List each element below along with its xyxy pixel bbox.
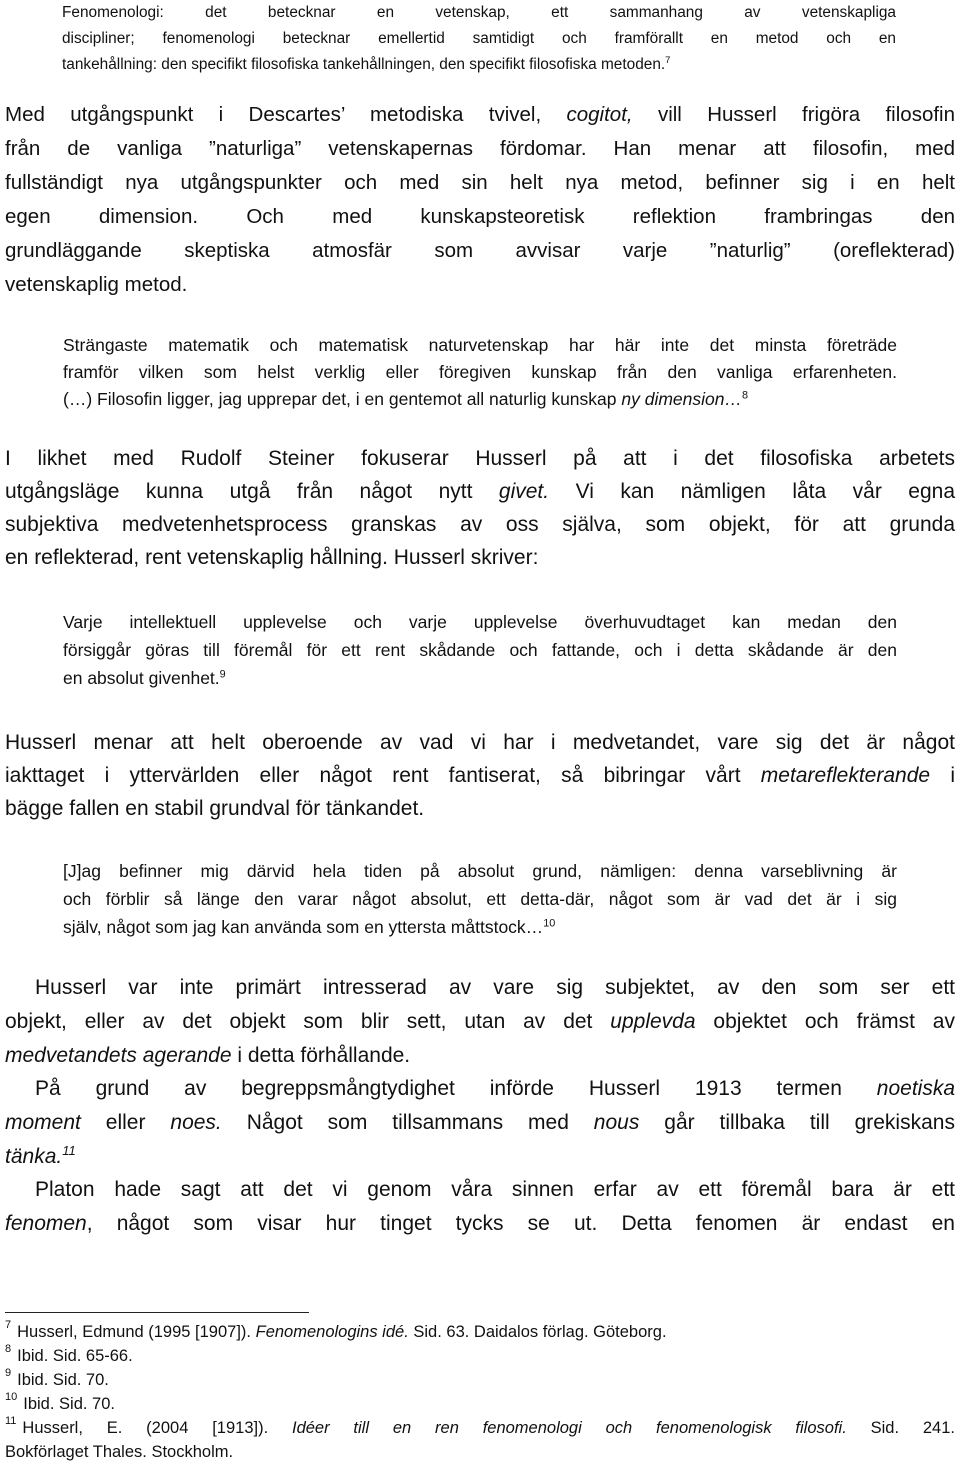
intro-line-3-text: tankehållning: den specifikt filosofiska tankehållningen, den specifikt filosofiska metoden. — [62, 56, 666, 73]
text-span: Husserl, E. (2004 [1913]). — [22, 1419, 269, 1437]
intro-line-1: Fenomenologi: det betecknar en vetenskap, ett sammanhang av vetenskapliga — [62, 4, 896, 21]
emphasis-medvetandets-agerande: medvetandets agerande — [5, 1044, 232, 1067]
text-span: Sid. 241. — [870, 1419, 955, 1437]
quote-1-line-2: framför vilken som helst verklig eller föregiven kunskap från den vanliga erfarenheten. — [63, 362, 897, 382]
text-span: Något som tillsammans med — [246, 1111, 569, 1134]
text-span: en absolut givenhet. — [63, 668, 220, 688]
steiner-line-2 — [5, 475, 955, 508]
quote-3-line-3 — [63, 914, 897, 941]
emphasis-nous: nous — [593, 1111, 640, 1134]
text-span: i — [950, 764, 955, 787]
footnote-9 — [5, 1368, 955, 1392]
quote-2-line-3 — [63, 665, 897, 692]
text-span: Och med kunskapsteoretisk reflektion frambringas den — [246, 205, 955, 228]
footnote-separator — [5, 1312, 309, 1313]
noetic-line-2 — [5, 1106, 955, 1139]
text-span: från de vanliga ”naturliga” vetenskapernas fördomar. — [5, 137, 587, 160]
descartes-line-3: fullständigt nya utgångspunkter och med sin helt nya metod, befinner sig i en helt — [5, 171, 955, 194]
meta-line-2 — [5, 759, 955, 792]
text-span: På grund av begreppsmångtydighet införde Husserl 1913 termen — [35, 1077, 842, 1100]
noetic-line-3 — [5, 1140, 955, 1173]
object-line-1: Husserl var inte primärt intresserad av vare sig subjektet, av den som ser ett — [35, 976, 955, 999]
footnote-8 — [5, 1344, 955, 1368]
footnote-11-continued: Bokförlaget Thales. Stockholm. — [5, 1443, 234, 1461]
text-span: går tillbaka till grekiskans — [664, 1111, 955, 1134]
footnote-ref-7: 7 — [665, 55, 671, 67]
emphasis-noetiska: noetiska — [876, 1077, 955, 1100]
descartes-line-1 — [5, 98, 955, 132]
footnote-title: Fenomenologins idé. — [255, 1323, 409, 1341]
platon-line-1: Platon hade sagt att det vi genom våra sinnen erfar av ett föremål bara är ett — [35, 1178, 955, 1201]
emphasis-cogitot: cogitot, — [566, 103, 633, 126]
emphasis-moment: moment — [5, 1111, 81, 1134]
footnote-ref-8: 8 — [742, 389, 749, 402]
text-span: objektet och främst av — [713, 1010, 955, 1033]
quote-1-line-3 — [63, 386, 897, 413]
quote-3-line-2: och förblir så länge den varar något absolut, ett detta-där, något som är vad det är i sig — [63, 889, 897, 909]
platon-line-2 — [5, 1207, 955, 1240]
text-span: Han menar att filosofin, med — [613, 137, 956, 160]
meta-line-3: bägge fallen en stabil grundval för tänkandet. — [5, 797, 425, 820]
descartes-line-2 — [5, 132, 955, 166]
text-span: Vi kan nämligen låta vår egna — [575, 480, 955, 503]
noetic-line-1 — [5, 1072, 955, 1105]
text-span: egen dimension. — [5, 205, 199, 228]
footnote-title: Idéer till en ren fenomenologi och fenomenologisk filosofi. — [292, 1419, 847, 1437]
quote-2-line-1: Varje intellektuell upplevelse och varje upplevelse överhuvudtaget kan medan den — [63, 612, 897, 632]
meta-line-1: Husserl menar att helt oberoende av vad vi har i medvetandet, vare sig det är något — [5, 731, 955, 754]
footnote-11 — [5, 1416, 955, 1440]
quote-1-line-1: Strängaste matematik och matematisk naturvetenskap har här inte det minsta företräde — [63, 335, 897, 355]
footnote-number: 9 — [5, 1367, 12, 1380]
footnote-ref-9: 9 — [219, 668, 226, 681]
text-span: utgångsläge kunna utgå från något nytt — [5, 480, 473, 503]
emphasis-fenomen: fenomen — [5, 1212, 87, 1235]
text-span: Ibid. Sid. 65-66. — [17, 1347, 133, 1365]
intro-line-2: discipliner; fenomenologi betecknar emellertid samtidigt och framförallt en metod och en — [62, 30, 896, 47]
text-span: Ibid. Sid. 70. — [17, 1371, 109, 1389]
emphasis-noes: noes. — [170, 1111, 222, 1134]
text-span: i detta förhållande. — [237, 1044, 411, 1067]
text-span: vill Husserl frigöra filosofin — [657, 103, 955, 126]
footnote-number: 10 — [5, 1391, 18, 1404]
footnote-7 — [5, 1320, 955, 1344]
text-span: Med utgångspunkt i Descartes’ metodiska tvivel, — [5, 103, 542, 126]
emphasis-tanka: tänka. — [5, 1145, 63, 1168]
text-span: Sid. 63. Daidalos förlag. Göteborg. — [413, 1323, 667, 1341]
text-span: , något som visar hur tinget tycks se ut. — [86, 1212, 598, 1235]
emphasis-upplevda: upplevda — [610, 1010, 696, 1033]
steiner-line-1: I likhet med Rudolf Steiner fokuserar Husserl på att i det filosofiska arbetets — [5, 447, 955, 470]
text-span: Ibid. Sid. 70. — [23, 1395, 115, 1413]
quote-2-line-2: försiggår göras till föremål för ett rent skådande och fattande, och i detta skådande är den — [63, 640, 897, 660]
text-span: Husserl, Edmund (1995 [1907]). — [17, 1323, 252, 1341]
footnote-10 — [5, 1392, 955, 1416]
emphasis-givet: givet. — [498, 480, 550, 503]
text-span: Husserl skriver: — [393, 546, 539, 569]
text-span: Detta fenomen är endast en — [621, 1212, 955, 1235]
footnote-number: 7 — [5, 1319, 12, 1332]
intro-line-3 — [62, 52, 896, 78]
quote-3-line-1: [J]ag befinner mig därvid hela tiden på absolut grund, nämligen: denna varseblivning är — [63, 861, 897, 881]
text-span: objekt, eller av det objekt som blir sett, utan av det — [5, 1010, 593, 1033]
steiner-line-3: subjektiva medvetenhetsprocess granskas av oss själva, som objekt, för att grunda — [5, 513, 955, 536]
descartes-line-6: vetenskaplig metod. — [5, 273, 188, 296]
text-span: eller — [105, 1111, 146, 1134]
text-span: iakttaget i yttervärlden eller något rent fantiserat, så bibringar vårt — [5, 764, 741, 787]
emphasis-ny-dimension: ny dimension… — [621, 389, 742, 409]
footnote-ref-10: 10 — [543, 917, 556, 930]
footnote-number: 11 — [5, 1415, 17, 1428]
footnote-ref-11: 11 — [62, 1142, 76, 1158]
descartes-line-4 — [5, 200, 955, 234]
text-span: själv, något som jag kan använda som en yttersta måttstock… — [63, 917, 544, 937]
footnote-number: 8 — [5, 1343, 12, 1356]
steiner-line-4 — [5, 541, 955, 574]
object-line-2 — [5, 1005, 955, 1038]
descartes-line-5: grundläggande skeptiska atmosfär som avvisar varje ”naturlig” (oreflekterad) — [5, 239, 955, 262]
emphasis-metareflekterande: metareflekterande — [760, 764, 931, 787]
text-span: (…) Filosofin ligger, jag upprepar det, i en gentemot all naturlig kunskap — [63, 389, 617, 409]
text-span: en reflekterad, rent vetenskaplig hållning. — [5, 546, 388, 569]
object-line-3 — [5, 1039, 955, 1072]
